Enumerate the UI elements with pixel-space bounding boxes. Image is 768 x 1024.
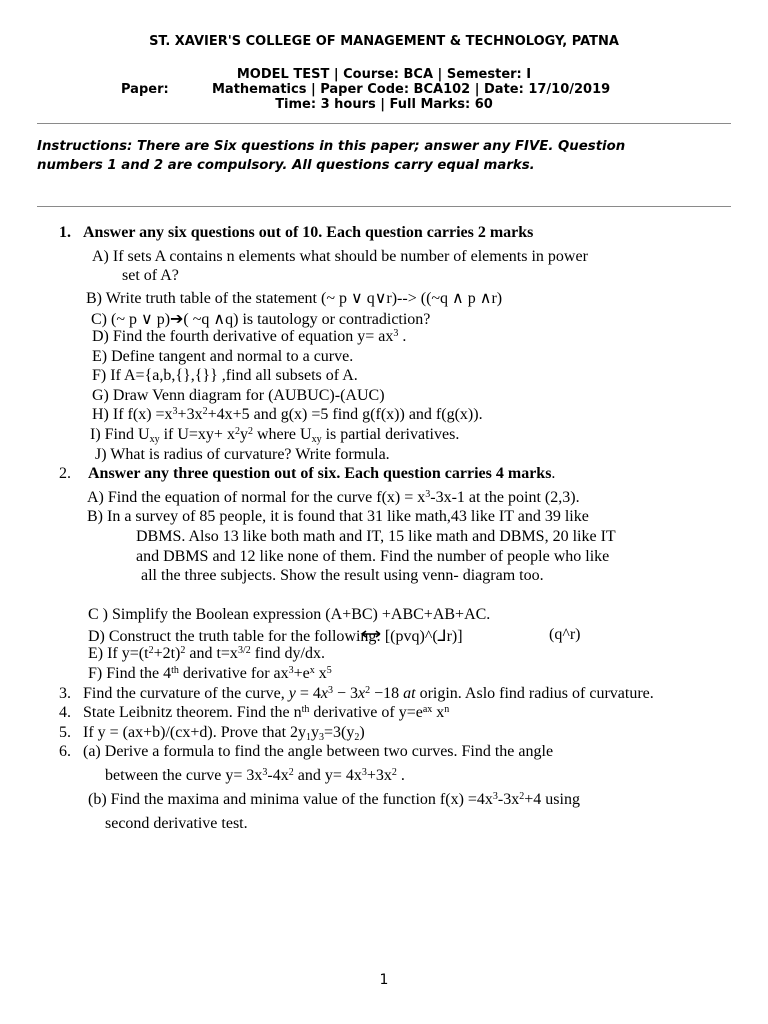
instructions-line-1: Instructions: There are Six questions in this paper; answer any FIVE. Question: [37, 139, 626, 154]
q2-number: 2.: [59, 465, 71, 482]
q6-b-line-2: second derivative test.: [105, 815, 248, 832]
exam-details: MODEL TEST | Course: BCA | Semester: I: [236, 67, 532, 82]
q6-a-line-2: between the curve $y= 3x^3-4x^2$ and $y= 4x^3+3x^2$ .: [105, 767, 405, 784]
q1-a-line-1: A) If sets A contains n elements what should be number of elements in power: [92, 248, 588, 265]
q1-j: J) What is radius of curvature? Write formula.: [95, 446, 390, 463]
q2-b-line-2: DBMS. Also 13 like both math and IT, 15 like math and DBMS, 20 like IT: [136, 528, 616, 545]
page-number: 1: [379, 972, 389, 988]
header-divider: [37, 123, 731, 124]
time-marks: Time: 3 hours | Full Marks: 60: [275, 97, 493, 112]
paper-label: Paper:: [121, 82, 169, 97]
q1-number: 1.: [59, 224, 71, 241]
q3-text: Find the curvature of the curve, $y = 4x^3 - 3x^2 -18$ at origin. Aslo find radius of curvature.: [83, 685, 654, 702]
q6-number: 6.: [59, 743, 71, 760]
q2-b-line-4: all the three subjects. Show the result using venn- diagram too.: [141, 567, 544, 584]
q2-c: C ) Simplify the Boolean expression (A+BC) +ABC+AB+AC.: [88, 606, 491, 623]
q1-d: D) Find the fourth derivative of equation $y= ax^3$ .: [92, 328, 407, 345]
q2-d-part-2: (q^r): [549, 626, 581, 643]
q1-title: Answer any six questions out of 10. Each question carries 2 marks: [83, 224, 534, 241]
q2-e: E) If $y=(t^2+2t)^2$ and $t=x^{3/2}$ find dy/dx.: [88, 645, 325, 662]
q5-text: If y = (ax+b)/(cx+d). Prove that $2y_1y_3=3(y_2)$: [83, 724, 365, 743]
q1-i: I) Find $U_{xy}$ if $U=xy+ x^2y^2$ where $U_{xy}$ is partial derivatives.: [90, 426, 460, 445]
q3-number: 3.: [59, 685, 71, 702]
q4-number: 4.: [59, 704, 71, 721]
q4-text: State Leibnitz theorem. Find the $n^{th}$ derivative of $y=e^{ax}$ $x^n$: [83, 704, 450, 721]
q1-c: C) (~ p ∨ p)➔( ~q ∧q) is tautology or contradiction?: [91, 311, 431, 328]
q6-a-line-1: (a) Derive a formula to find the angle between two curves. Find the angle: [83, 743, 554, 760]
biconditional-arrow-icon: [360, 627, 382, 639]
q2-b-line-1: B) In a survey of 85 people, it is found that 31 like math,43 like IT and 39 like: [87, 508, 589, 525]
q2-title: Answer any three question out of six. Each question carries 4 marks.: [88, 465, 556, 482]
q6-b-line-1: (b) Find the maxima and minima value of the function $f(x) =4x^3-3x^2+4$ using: [88, 791, 580, 808]
paper-details: Mathematics | Paper Code: BCA102 | Date: 17/10/2019: [212, 82, 611, 97]
q1-e: E) Define tangent and normal to a curve.: [92, 348, 354, 365]
q2-b-line-3: and DBMS and 12 like none of them. Find the number of people who like: [136, 548, 610, 565]
q2-d: D) Construct the truth table for the following: [(pvq)^(⅃r)]: [88, 628, 463, 645]
q5-number: 5.: [59, 724, 71, 741]
instructions-divider: [37, 206, 731, 207]
q1-a-line-2: set of A?: [122, 267, 179, 284]
q1-g: G) Draw Venn diagram for (AUBUC)-(AUC): [92, 387, 385, 404]
college-name: ST. XAVIER'S COLLEGE OF MANAGEMENT & TECHNOLOGY, PATNA: [149, 34, 619, 49]
q1-h: H) If $f(x) =x^3+3x^2+4x+5$ and g(x) =5 find g(f(x)) and f(g(x)).: [92, 406, 483, 423]
q2-f: F) Find the 4th derivative for $ax^3+e^x$ $x^5$: [88, 665, 332, 682]
instructions-line-2: numbers 1 and 2 are compulsory. All questions carry equal marks.: [37, 158, 535, 173]
q1-f: F) If A={a,b,{},{}} ,find all subsets of A.: [92, 367, 358, 384]
q1-b: B) Write truth table of the statement (~ p ∨ q∨r)--> ((~q ∧ p ∧r): [86, 290, 503, 307]
q2-a: A) Find the equation of normal for the curve $f(x) = x^3-3x-1$ at the point (2,3).: [87, 489, 580, 506]
